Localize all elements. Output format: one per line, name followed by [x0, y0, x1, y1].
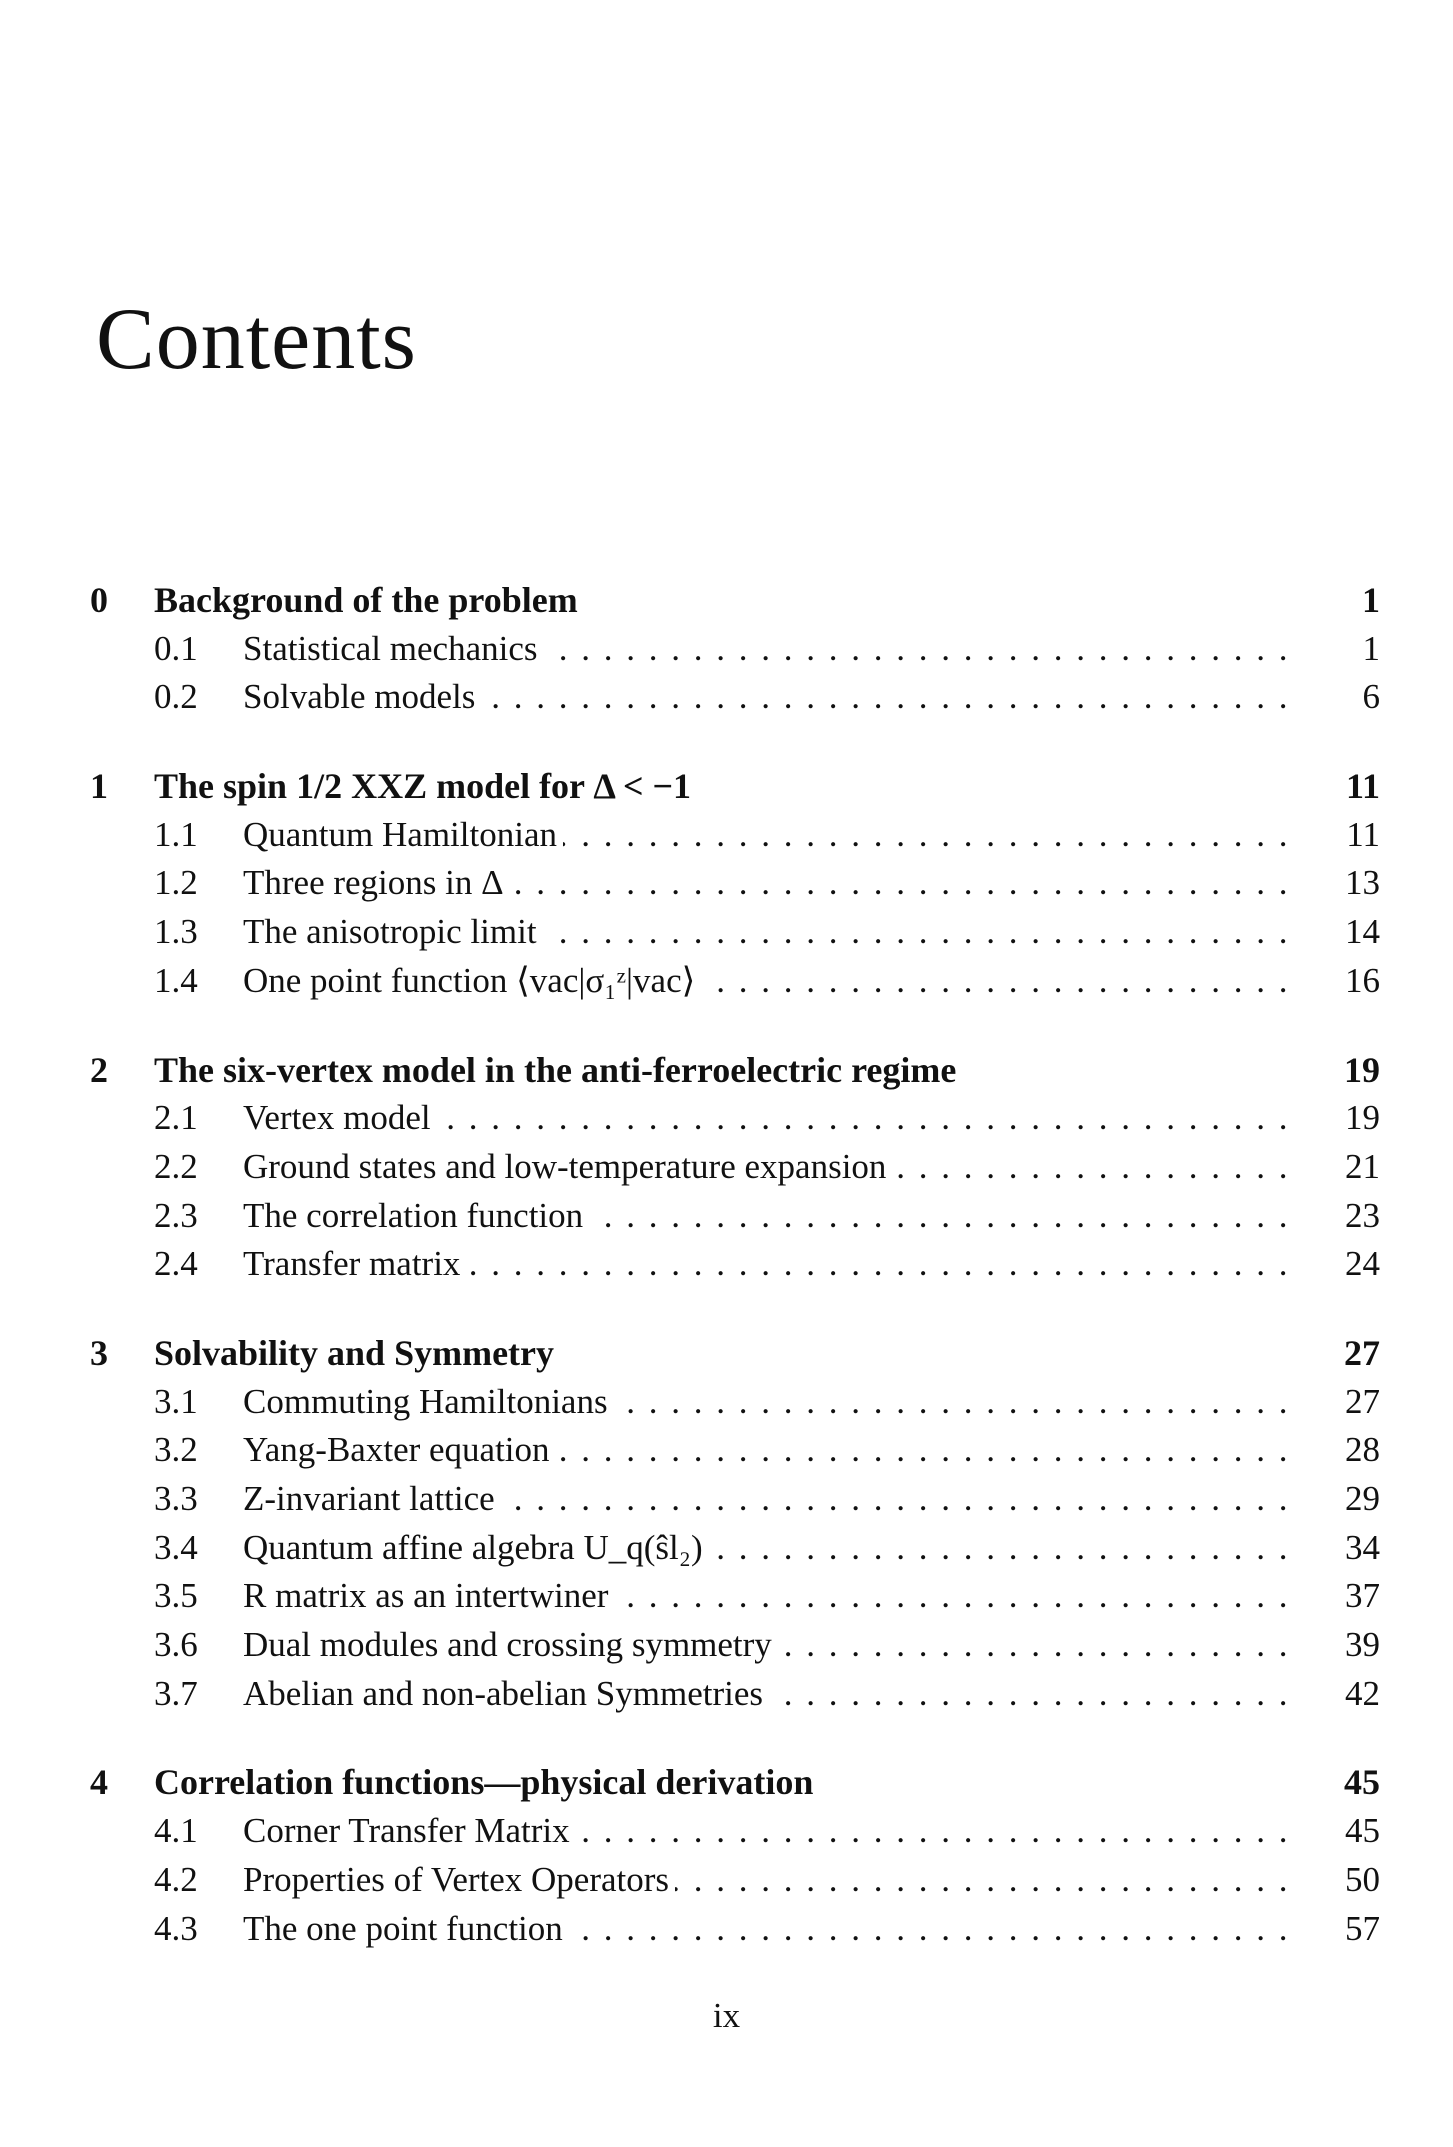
- chapter-4: [90, 1758, 1380, 1953]
- table-of-contents: [90, 576, 1380, 1993]
- section-number: 3.2: [154, 1430, 198, 1470]
- section-title: Commuting Hamiltonians: [243, 1382, 614, 1421]
- section-page: 13: [1345, 863, 1380, 903]
- chapter-row[interactable]: [90, 1758, 1380, 1807]
- section-row[interactable]: [90, 1524, 1380, 1573]
- section-page: 37: [1345, 1576, 1380, 1616]
- section-number: 4.3: [154, 1908, 198, 1948]
- section-leader: [243, 1856, 1290, 1905]
- chapter-row[interactable]: [90, 576, 1380, 625]
- section-row[interactable]: [90, 1240, 1380, 1289]
- section-row[interactable]: [90, 1905, 1380, 1954]
- section-title: Yang-Baxter equation: [243, 1430, 556, 1469]
- chapter-3: [90, 1329, 1380, 1719]
- chapter-page: 19: [1344, 1049, 1380, 1090]
- section-page: 27: [1345, 1381, 1380, 1421]
- chapter-page: 1: [1362, 580, 1380, 620]
- section-leader: [243, 673, 1290, 722]
- chapter-2: [90, 1046, 1380, 1289]
- section-title: Vertex model: [243, 1098, 437, 1137]
- section-number: 1.2: [154, 863, 198, 903]
- section-row[interactable]: [90, 1670, 1380, 1719]
- section-row[interactable]: [90, 1807, 1380, 1856]
- chapter-title: Correlation functions—physical derivation: [154, 1762, 814, 1803]
- chapter-row[interactable]: [90, 762, 1380, 811]
- chapter-0: [90, 576, 1380, 722]
- section-page: 45: [1345, 1811, 1380, 1851]
- section-leader: [243, 908, 1290, 957]
- section-page: 1: [1362, 628, 1380, 668]
- section-page: 21: [1345, 1146, 1380, 1186]
- section-number: 3.4: [154, 1527, 198, 1567]
- section-page: 29: [1345, 1479, 1380, 1518]
- section-row[interactable]: [90, 1572, 1380, 1621]
- section-page: 14: [1345, 912, 1380, 952]
- section-page: 50: [1345, 1859, 1380, 1899]
- chapter-title: The spin 1/2 XXZ model for Δ < −1: [154, 766, 691, 807]
- section-row[interactable]: [90, 1856, 1380, 1905]
- section-title: The one point function: [243, 1909, 569, 1948]
- section-number: 1.1: [154, 814, 198, 854]
- section-row[interactable]: [90, 1143, 1380, 1192]
- section-page: 11: [1346, 814, 1380, 854]
- chapter-number: 2: [90, 1049, 108, 1090]
- section-page: 6: [1362, 677, 1380, 717]
- page-folio: ix: [712, 1996, 741, 2035]
- section-number: 2.1: [154, 1098, 198, 1138]
- section-title: The correlation function: [243, 1196, 589, 1235]
- section-page: 19: [1345, 1098, 1380, 1138]
- section-number: 2.4: [154, 1244, 198, 1284]
- section-number: 1.3: [154, 912, 198, 952]
- section-leader: [243, 1143, 1290, 1192]
- section-number: 3.3: [154, 1479, 198, 1518]
- section-number: 2.2: [154, 1146, 198, 1186]
- section-leader: [243, 957, 1290, 1006]
- section-row[interactable]: [90, 859, 1380, 908]
- chapter-1: [90, 762, 1380, 1005]
- section-leader: [243, 1905, 1290, 1954]
- section-row[interactable]: [90, 1426, 1380, 1475]
- section-number: 0.2: [154, 677, 198, 717]
- section-title: Quantum affine algebra U_q(ŝl₂): [243, 1528, 709, 1567]
- section-title: Abelian and non-abelian Symmetries: [243, 1674, 769, 1713]
- chapter-row[interactable]: [90, 1046, 1380, 1095]
- section-number: 0.1: [154, 628, 198, 668]
- section-number: 3.7: [154, 1673, 198, 1713]
- section-number: 4.2: [154, 1859, 198, 1899]
- section-number: 3.6: [154, 1625, 198, 1665]
- chapter-number: 1: [90, 766, 108, 807]
- section-title: Corner Transfer Matrix: [243, 1811, 576, 1850]
- section-title: Ground states and low-temperature expansion: [243, 1147, 892, 1186]
- section-page: 24: [1345, 1244, 1380, 1284]
- section-page: 28: [1345, 1430, 1380, 1470]
- chapter-number: 0: [90, 580, 108, 620]
- section-number: 4.1: [154, 1811, 198, 1851]
- section-page: 57: [1345, 1908, 1380, 1948]
- section-leader: [243, 1240, 1290, 1289]
- section-row[interactable]: [90, 1192, 1380, 1241]
- section-leader: [243, 1621, 1290, 1670]
- section-title: Three regions in Δ: [243, 863, 510, 902]
- chapter-page: 27: [1344, 1332, 1380, 1373]
- section-title: The anisotropic limit: [243, 912, 543, 951]
- section-row[interactable]: [90, 1621, 1380, 1670]
- section-title: Dual modules and crossing symmetry: [243, 1625, 778, 1664]
- section-page: 39: [1345, 1625, 1380, 1665]
- chapter-page: 11: [1345, 766, 1380, 807]
- section-title: One point function ⟨vac|σ₁ᶻ|vac⟩: [243, 961, 701, 1000]
- section-title: R matrix as an intertwiner: [243, 1576, 614, 1615]
- section-row[interactable]: [90, 1475, 1380, 1524]
- section-row[interactable]: [90, 673, 1380, 722]
- section-title: Z-invariant lattice: [243, 1479, 501, 1518]
- section-row[interactable]: [90, 908, 1380, 957]
- section-leader: [243, 811, 1290, 860]
- section-leader: [243, 1524, 1290, 1573]
- chapter-number: 3: [90, 1332, 108, 1373]
- section-row[interactable]: [90, 1094, 1380, 1143]
- section-row[interactable]: [90, 957, 1380, 1006]
- section-leader: [243, 859, 1290, 908]
- section-leader: [243, 1192, 1290, 1241]
- section-leader: [243, 1378, 1290, 1427]
- section-title: Quantum Hamiltonian: [243, 815, 563, 854]
- section-leader: [243, 625, 1290, 674]
- chapter-title: The six-vertex model in the anti-ferroelectric regime: [154, 1049, 957, 1090]
- chapter-title: Solvability and Symmetry: [154, 1332, 555, 1373]
- section-row[interactable]: [90, 811, 1380, 860]
- section-leader: [243, 1572, 1290, 1621]
- section-leader: [243, 1475, 1290, 1524]
- section-leader: [243, 1807, 1290, 1856]
- chapter-row[interactable]: [90, 1329, 1380, 1378]
- section-page: 34: [1345, 1527, 1380, 1567]
- section-leader: [243, 1670, 1290, 1719]
- section-number: 2.3: [154, 1195, 198, 1235]
- section-page: 42: [1345, 1673, 1380, 1713]
- chapter-number: 4: [90, 1762, 108, 1803]
- section-title: Transfer matrix: [243, 1244, 466, 1283]
- section-number: 1.4: [154, 960, 198, 1000]
- section-row[interactable]: [90, 625, 1380, 674]
- chapter-title: Background of the problem: [154, 580, 578, 620]
- section-row[interactable]: [90, 1378, 1380, 1427]
- section-page: 16: [1345, 960, 1380, 1000]
- section-title: Statistical mechanics: [243, 629, 544, 668]
- section-page: 23: [1345, 1195, 1380, 1235]
- section-title: Solvable models: [243, 677, 481, 716]
- page-title: Contents: [96, 291, 417, 388]
- section-leader: [243, 1094, 1290, 1143]
- chapter-page: 45: [1344, 1762, 1380, 1803]
- section-title: Properties of Vertex Operators: [243, 1860, 675, 1899]
- section-number: 3.5: [154, 1576, 198, 1616]
- section-leader: [243, 1426, 1290, 1475]
- section-number: 3.1: [154, 1381, 198, 1421]
